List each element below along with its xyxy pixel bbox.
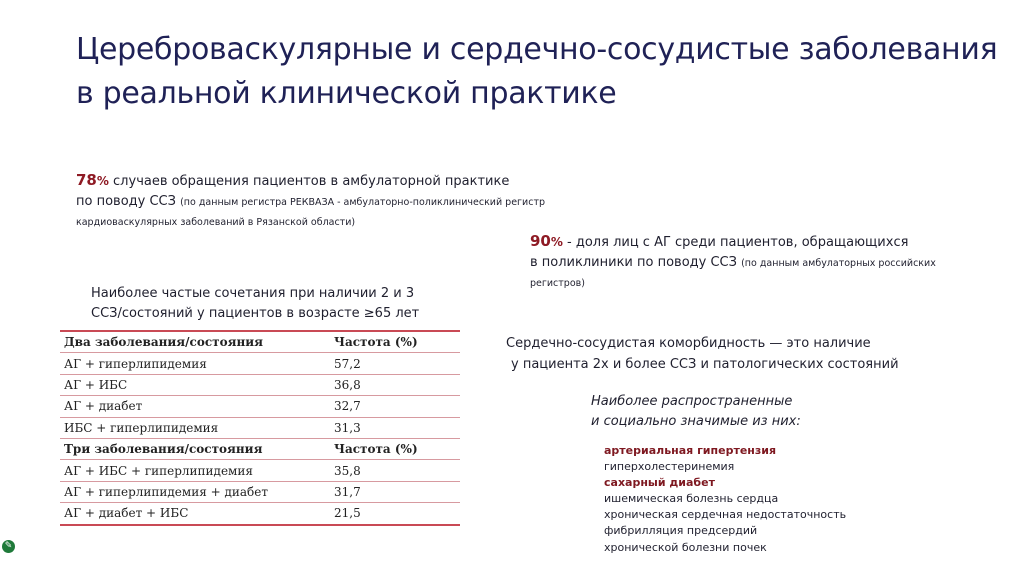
list-item: хронической болезни почек	[604, 540, 767, 554]
list-item: артериальная гипертензия	[604, 444, 777, 457]
title-line-1: Цереброваскулярные и сердечно-сосудистые заболевания	[76, 32, 998, 67]
title-line-2: в реальной клинической практике	[76, 76, 617, 111]
prevalent-heading: Наиболее распространенные и социально значимые из них:	[591, 394, 801, 429]
combinations-table	[60, 330, 460, 526]
list-item: гиперхолестеринемия	[604, 460, 735, 474]
stat1-note-b: кардиоваскулярных заболеваний в Рязанской области)	[76, 217, 356, 228]
table-row: АГ + диабет 32,7	[60, 396, 460, 417]
stat1-value: 78%	[76, 171, 109, 189]
stat1-text: случаев обращения пациентов в амбулаторной практике	[108, 174, 510, 189]
stat1-line2: по поводу ССЗ	[76, 194, 181, 209]
list-item: фибрилляция предсердий	[604, 524, 758, 538]
stat2-value: 90%	[530, 232, 563, 250]
table-row: АГ + ИБС + гиперлипидемия 35,8	[60, 460, 460, 481]
stat2-line2: в поликлиники по поводу ССЗ	[530, 255, 742, 270]
list-item: сахарный диабет	[604, 476, 715, 490]
stat1-note-a: (по данным регистра РЕКВАЗА - амбулаторно-поликлинический регистр	[180, 197, 546, 208]
table-caption: Наиболее частые сочетания при наличии 2 и 3 ССЗ/состояний у пациентов в возрасте ≥65 лет	[91, 286, 420, 321]
stat-78-block	[76, 170, 545, 233]
table-row: АГ + диабет + ИБС 21,5	[60, 503, 460, 525]
comorbidity-definition: Сердечно-сосудистая коморбидность — это наличие у пациента 2х и более ССЗ и патологических состояний	[506, 336, 899, 372]
stat2-text: - доля лиц с АГ среди пациентов, обращающихся	[562, 235, 909, 250]
conditions-list	[604, 443, 846, 556]
edit-pen-icon[interactable]: ✎	[2, 540, 15, 553]
list-item: ишемическая болезнь сердца	[604, 492, 779, 506]
table-row: АГ + гиперлипидемия + диабет 31,7	[60, 482, 460, 503]
list-item: хроническая сердечная недостаточность	[604, 508, 847, 522]
stat2-note-b: регистров)	[530, 278, 585, 289]
table-row: ИБС + гиперлипидемия 31,3	[60, 418, 460, 439]
slide-title	[76, 28, 1021, 116]
table-row: АГ + гиперлипидемия 57,2	[60, 353, 460, 374]
table-row: АГ + ИБС 36,8	[60, 375, 460, 396]
stat-90-block	[530, 231, 936, 294]
stat2-note-a: (по данным амбулаторных российских	[741, 258, 936, 269]
table-header-two: Два заболевания/состояния Частота (%)	[60, 330, 460, 353]
table-header-three: Три заболевания/состояния Частота (%)	[60, 439, 460, 460]
